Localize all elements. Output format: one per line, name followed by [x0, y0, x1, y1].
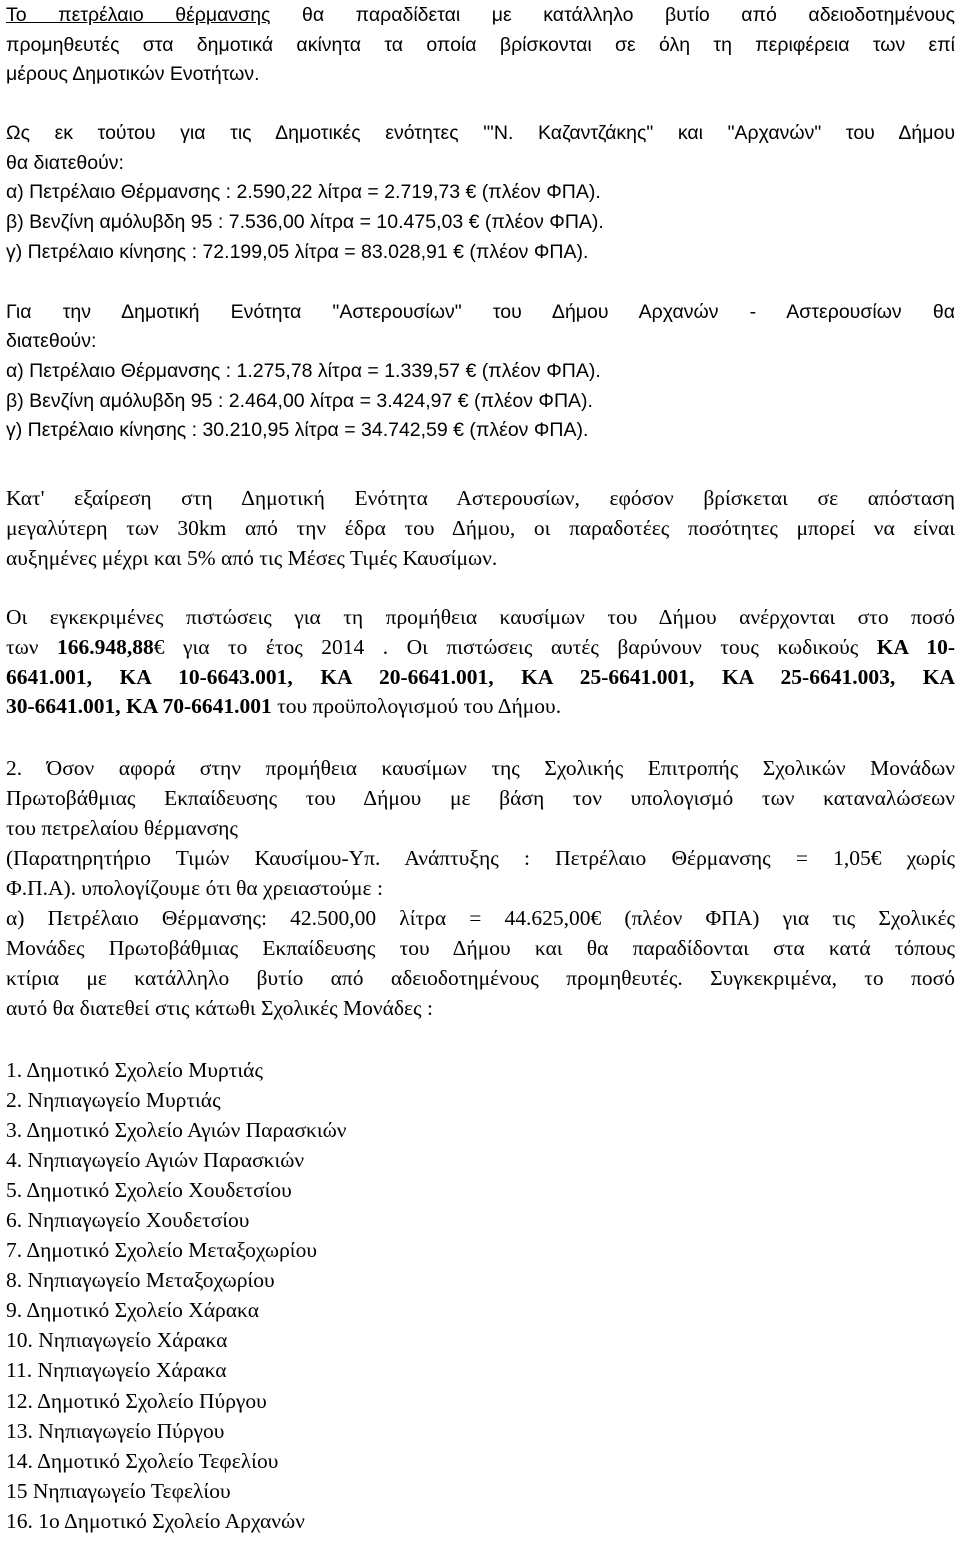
- school-list-item: 13. Νηπιαγωγείο Πύργου: [6, 1419, 225, 1443]
- asterousia-item: α) Πετρέλαιο Θέρμανσης : 1.275,78 λίτρα = 1.339,57 € (πλέον ΦΠΑ).: [6, 360, 601, 382]
- schools-line-4: (Παρατηρητήριο Τιμών Καυσίμου-Υπ. Ανάπτυξης : Πετρέλαιο Θέρμανσης = 1,05€ χωρίς: [6, 846, 955, 870]
- school-list-item: 15 Νηπιαγωγείο Τεφελίου: [6, 1479, 231, 1503]
- schools-line-6: α) Πετρέλαιο Θέρμανσης: 42.500,00 λίτρα = 44.625,00€ (πλέον ΦΠΑ) για τις Σχολικές: [6, 906, 955, 930]
- school-list-item: 1. Δημοτικό Σχολείο Μυρτιάς: [6, 1058, 263, 1082]
- school-list-item: 16. 1ο Δημοτικό Σχολείο Αρχανών: [6, 1509, 305, 1533]
- kazantzakis-intro-line-2: θα διατεθούν:: [6, 152, 124, 174]
- school-list-item: 3. Δημοτικό Σχολείο Αγιών Παρασκιών: [6, 1118, 347, 1142]
- intro-line-3: μέρους Δημοτικών Ενοτήτων.: [6, 63, 260, 85]
- budget-code: ΚΑ 10-: [876, 635, 955, 659]
- credits-line-4: 30-6641.001, ΚΑ 70-6641.001 του προϋπολογισμού του Δήμου.: [6, 694, 562, 718]
- kazantzakis-item: α) Πετρέλαιο Θέρμανσης : 2.590,22 λίτρα = 2.719,73 € (πλέον ΦΠΑ).: [6, 181, 601, 203]
- intro-line-1: Το πετρέλαιο θέρμανσης θα παραδίδεται με κατάλληλο βυτίο από αδειοδοτημένους: [6, 4, 955, 26]
- schools-line-7: Μονάδες Πρωτοβάθμιας Εκπαίδευσης του Δήμου και θα παραδίδονται στα κατά τόπους: [6, 936, 955, 960]
- school-list-item: 14. Δημοτικό Σχολείο Τεφελίου: [6, 1449, 279, 1473]
- school-list-item: 10. Νηπιαγωγείο Χάρακα: [6, 1328, 228, 1352]
- school-list-item: 9. Δημοτικό Σχολείο Χάρακα: [6, 1298, 259, 1322]
- school-list-item: 2. Νηπιαγωγείο Μυρτιάς: [6, 1088, 221, 1112]
- school-list-item: 8. Νηπιαγωγείο Μεταξοχωρίου: [6, 1268, 275, 1292]
- credits-line-3: 6641.001, ΚΑ 10-6643.001, ΚΑ 20-6641.001, ΚΑ 25-6641.001, ΚΑ 25-6641.003, ΚΑ: [6, 665, 955, 689]
- schools-line-8: κτίρια με κατάλληλο βυτίο από αδειοδοτημένους προμηθευτές. Συγκεκριμένα, το ποσό: [6, 966, 955, 990]
- exception-line-3: αυξημένες μέχρι και 5% από τις Μέσες Τιμές Καυσίμων.: [6, 546, 498, 570]
- school-list-item: 4. Νηπιαγωγείο Αγιών Παρασκιών: [6, 1148, 305, 1172]
- credits-line-2: των 166.948,88€ για το έτος 2014 . Οι πιστώσεις αυτές βαρύνουν τους κωδικούς ΚΑ 10-: [6, 635, 955, 659]
- intro-line-2: προμηθευτές στα δημοτικά ακίνητα τα οποία βρίσκονται σε όλη τη περιφέρεια των επί: [6, 34, 955, 56]
- school-list-item: 6. Νηπιαγωγείο Χουδετσίου: [6, 1208, 250, 1232]
- schools-line-9: αυτό θα διατεθεί στις κάτωθι Σχολικές Μονάδες :: [6, 996, 433, 1020]
- asterousia-intro-line-2: διατεθούν:: [6, 330, 97, 352]
- heating-oil-underlined: Το πετρέλαιο θέρμανσης: [6, 4, 271, 26]
- schools-line-2: Πρωτοβάθμιας Εκπαίδευσης του Δήμου με βάση τον υπολογισμό των καταναλώσεων: [6, 786, 955, 810]
- asterousia-item: β) Βενζίνη αμόλυβδη 95 : 2.464,00 λίτρα = 3.424,97 € (πλέον ΦΠΑ).: [6, 390, 593, 412]
- schools-line-1: 2. Όσον αφορά στην προμήθεια καυσίμων της Σχολικής Επιτροπής Σχολικών Μονάδων: [6, 756, 955, 780]
- school-list-item: 7. Δημοτικό Σχολείο Μεταξοχωρίου: [6, 1238, 317, 1262]
- schools-line-3: του πετρελαίου θέρμανσης: [6, 816, 238, 840]
- credits-line-1: Οι εγκεκριμένες πιστώσεις για τη προμήθεια καυσίμων του Δήμου ανέρχονται στο ποσό: [6, 605, 955, 629]
- asterousia-item: γ) Πετρέλαιο κίνησης : 30.210,95 λίτρα = 34.742,59 € (πλέον ΦΠΑ).: [6, 419, 589, 441]
- credits-amount: 166.948,88: [57, 635, 154, 659]
- kazantzakis-item: γ) Πετρέλαιο κίνησης : 72.199,05 λίτρα = 83.028,91 € (πλέον ΦΠΑ).: [6, 241, 589, 263]
- school-list-item: 11. Νηπιαγωγείο Χάρακα: [6, 1358, 227, 1382]
- kazantzakis-intro-line-1: Ως εκ τούτου για τις Δημοτικές ενότητες "'Ν. Καζαντζάκης" και "Αρχανών" του Δήμου: [6, 122, 955, 144]
- budget-codes: 30-6641.001, ΚΑ 70-6641.001: [6, 694, 272, 718]
- exception-line-1: Κατ' εξαίρεση στη Δημοτική Ενότητα Αστερουσίων, εφόσον βρίσκεται σε απόσταση: [6, 486, 955, 510]
- schools-line-5: Φ.Π.Α). υπολογίζουμε ότι θα χρειαστούμε :: [6, 876, 383, 900]
- school-list-item: 12. Δημοτικό Σχολείο Πύργου: [6, 1389, 267, 1413]
- kazantzakis-item: β) Βενζίνη αμόλυβδη 95 : 7.536,00 λίτρα = 10.475,03 € (πλέον ΦΠΑ).: [6, 211, 604, 233]
- asterousia-intro-line-1: Για την Δημοτική Ενότητα "Αστερουσίων" του Δήμου Αρχανών - Αστερουσίων θα: [6, 301, 955, 323]
- exception-line-2: μεγαλύτερη των 30km από την έδρα του Δήμου, οι παραδοτέες ποσότητες μπορεί να είναι: [6, 516, 955, 540]
- school-list-item: 5. Δημοτικό Σχολείο Χουδετσίου: [6, 1178, 292, 1202]
